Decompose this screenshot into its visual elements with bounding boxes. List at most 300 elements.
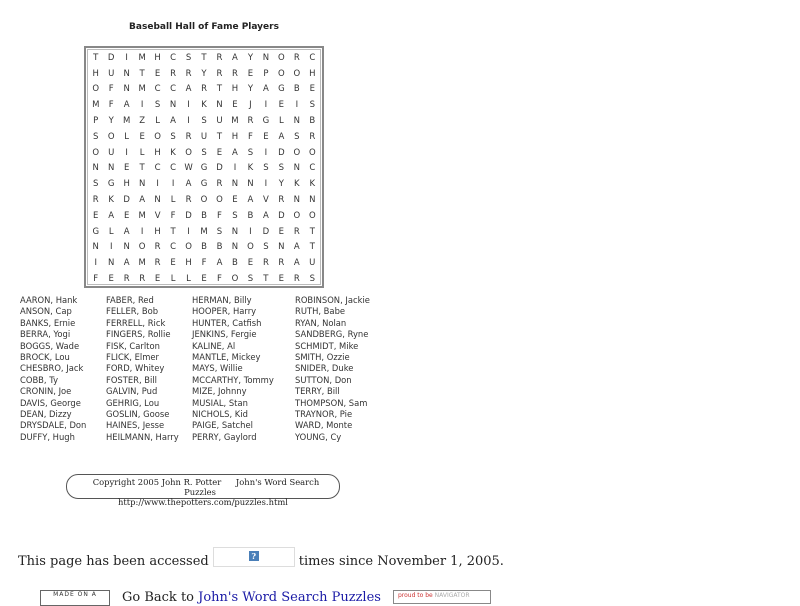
word-list-item: TRAYNOR, Pie	[295, 409, 353, 420]
grid-cell: T	[139, 68, 145, 79]
grid-cell: I	[264, 179, 268, 190]
grid-cell: V	[262, 195, 269, 206]
word-list-item: FORD, Whitey	[106, 363, 165, 374]
grid-cell: N	[123, 84, 130, 95]
grid-cell: L	[108, 226, 114, 237]
grid-cell: N	[138, 179, 146, 190]
grid-cell: C	[309, 52, 316, 63]
grid-cell: S	[278, 163, 285, 174]
word-list-item: RUTH, Babe	[295, 306, 346, 317]
grid-cell: S	[247, 274, 254, 285]
grid-cell: R	[185, 68, 192, 79]
grid-cell: E	[247, 68, 254, 79]
grid-cell: R	[185, 195, 192, 206]
grid-cell: R	[185, 131, 192, 142]
copyright-owner: Copyright 2005 John R. Potter	[92, 477, 222, 487]
word-list-item: PAIGE, Satchel	[192, 420, 253, 431]
grid-cell: S	[309, 274, 315, 285]
grid-cell: M	[92, 100, 100, 111]
word-list-item: FERRELL, Rick	[106, 317, 166, 328]
grid-cell: N	[123, 242, 130, 253]
grid-cell: S	[216, 226, 223, 237]
access-counter-line	[18, 551, 504, 571]
grid-cell: F	[108, 100, 114, 111]
grid-cell: T	[263, 274, 269, 285]
grid-cell: R	[216, 68, 223, 79]
word-list-item: DRYSDALE, Don	[20, 420, 87, 431]
grid-cell: A	[262, 84, 269, 95]
grid-cell: B	[232, 258, 238, 269]
grid-cell: A	[185, 179, 192, 190]
grid-cell: N	[108, 258, 115, 269]
grid-cell: E	[154, 274, 161, 285]
grid-cell: Y	[201, 68, 207, 79]
grid-cell: A	[139, 195, 146, 206]
proud-badge-text: proud to be	[397, 592, 433, 599]
grid-cell: J	[249, 100, 252, 111]
word-search-grid	[84, 46, 324, 288]
grid-cell: I	[125, 147, 128, 158]
grid-cell: S	[93, 131, 99, 142]
grid-cell: N	[293, 116, 300, 127]
word-list-item: SNIDER, Duke	[295, 363, 354, 374]
grid-cell: R	[216, 52, 223, 63]
grid-cell: E	[263, 131, 269, 142]
grid-cell: A	[123, 226, 130, 237]
grid-cell: H	[309, 68, 316, 79]
word-list-item: MAYS, Willie	[192, 363, 243, 374]
grid-cell: G	[278, 84, 285, 95]
go-back-link[interactable]: John's Word Search Puzzles	[198, 590, 381, 605]
word-list-item: SMITH, Ozzie	[295, 352, 350, 363]
word-list-item: DUFFY, Hugh	[20, 431, 75, 442]
word-list-item: NICHOLS, Kid	[192, 409, 248, 420]
grid-cell: I	[171, 179, 175, 190]
grid-cell: F	[108, 84, 114, 95]
grid-cell: S	[232, 210, 238, 221]
word-list-item: MANTLE, Mickey	[192, 352, 261, 363]
grid-cell: R	[232, 68, 238, 79]
grid-cell: O	[107, 131, 115, 142]
grid-cell: F	[247, 131, 253, 142]
grid-cell: H	[154, 226, 161, 237]
grid-cell: E	[278, 100, 285, 111]
puzzle-title: Baseball Hall of Fame Players	[129, 22, 279, 32]
word-list-column-1	[20, 295, 86, 443]
grid-cell: R	[123, 274, 130, 285]
grid-cell: M	[138, 210, 146, 221]
grid-cell: N	[154, 195, 161, 206]
grid-cell: K	[108, 195, 114, 206]
grid-row	[88, 113, 320, 129]
access-suffix: times since November 1, 2005.	[298, 553, 504, 569]
word-list-item: SANDBERG, Ryne	[295, 329, 369, 340]
word-list-item: MUSIAL, Stan	[192, 397, 248, 408]
grid-cell: C	[309, 163, 316, 174]
grid-cell: Y	[278, 179, 284, 190]
word-list-item: CRONIN, Joe	[20, 386, 72, 397]
grid-cell: E	[309, 84, 315, 95]
word-list-item: CHESBRO, Jack	[20, 363, 84, 374]
grid-cell: O	[308, 147, 316, 158]
grid-cell: D	[185, 210, 192, 221]
grid-cell: O	[138, 242, 146, 253]
word-list-item: BROCK, Lou	[20, 352, 70, 363]
grid-cell: K	[309, 179, 316, 190]
word-list-item: HOOPER, Harry	[192, 306, 257, 317]
grid-row	[88, 129, 320, 145]
grid-cell: D	[216, 163, 223, 174]
word-list-item: PERRY, Gaylord	[192, 431, 257, 442]
grid-cell: I	[94, 258, 97, 269]
grid-cell: C	[154, 163, 161, 174]
grid-cell: N	[92, 242, 99, 253]
word-list-item: HERMAN, Billy	[192, 295, 252, 305]
grid-cell: P	[263, 68, 269, 79]
grid-cell: N	[231, 226, 239, 237]
grid-cell: H	[154, 147, 161, 158]
grid-cell: L	[186, 274, 191, 285]
grid-cell: N	[231, 179, 239, 190]
copyright-box	[66, 474, 340, 507]
grid-cell: T	[309, 242, 315, 253]
grid-cell: R	[293, 226, 300, 237]
grid-cell: N	[293, 163, 300, 174]
grid-cell: L	[170, 274, 176, 285]
grid-cell: I	[187, 226, 190, 237]
word-list-item: GALVIN, Pud	[106, 386, 158, 397]
grid-cell: R	[201, 84, 207, 95]
word-list-item: ANSON, Cap	[20, 306, 72, 317]
grid-row	[88, 97, 320, 113]
word-list-item: DEAN, Dizzy	[20, 409, 72, 420]
grid-cell: R	[139, 274, 146, 285]
grid-cell: O	[92, 147, 100, 158]
grid-cell: I	[140, 226, 144, 237]
grid-cell: R	[293, 52, 300, 63]
grid-cell: T	[93, 52, 99, 63]
word-list-item: FOSTER, Bill	[106, 374, 158, 385]
grid-cell: W	[184, 163, 193, 174]
grid-cell: R	[92, 195, 99, 206]
grid-cell: G	[200, 163, 208, 174]
grid-cell: F	[217, 274, 222, 285]
grid-cell: N	[309, 195, 316, 206]
word-list-item: DAVIS, George	[20, 397, 81, 408]
grid-cell: U	[216, 116, 223, 127]
grid-cell: I	[125, 52, 128, 63]
grid-row	[88, 255, 320, 271]
grid-cell: I	[249, 226, 252, 237]
access-prefix: This page has been accessed	[18, 553, 209, 569]
word-list-column-3	[192, 295, 274, 443]
grid-cell: I	[187, 116, 190, 127]
grid-cell: B	[201, 242, 207, 253]
grid-cell: S	[294, 131, 300, 142]
grid-cell: G	[92, 226, 100, 237]
word-list-item: FISK, Carlton	[106, 340, 160, 351]
grid-cell: P	[93, 116, 99, 127]
grid-cell: I	[156, 179, 159, 190]
grid-cell: O	[293, 147, 301, 158]
word-list-item: YOUNG, Cy	[295, 431, 342, 442]
grid-cell: A	[216, 258, 223, 269]
grid-cell: A	[123, 100, 130, 111]
grid-cell: C	[170, 163, 177, 174]
grid-cell: C	[154, 84, 161, 95]
grid-cell: K	[170, 147, 176, 158]
grid-cell: I	[264, 147, 268, 158]
footer	[40, 590, 491, 606]
grid-cell: D	[278, 210, 285, 221]
word-list-item: RYAN, Nolan	[295, 317, 347, 328]
grid-cell: B	[309, 116, 316, 127]
grid-cell: N	[278, 242, 285, 253]
grid-cell: A	[293, 242, 300, 253]
grid-row	[88, 145, 320, 161]
grid-cell: N	[231, 242, 239, 253]
grid-cell: I	[295, 100, 299, 111]
grid-row	[88, 50, 320, 66]
word-list-item: BOGGS, Wade	[20, 340, 80, 351]
grid-cell: S	[263, 242, 269, 253]
word-list-item: MCCARTHY, Tommy	[192, 374, 274, 385]
word-list-item: HUNTER, Catfish	[192, 317, 262, 328]
grid-cell: T	[170, 226, 176, 237]
grid-cell: A	[293, 258, 300, 269]
word-list-item: FELLER, Bob	[106, 306, 159, 317]
word-list-item: SCHMIDT, Mike	[295, 340, 359, 351]
word-list-item: JENKINS, Fergie	[192, 329, 257, 340]
grid-cell: T	[216, 131, 223, 142]
grid-cell: H	[154, 52, 161, 63]
grid-cell: N	[123, 68, 130, 79]
grid-cell: O	[185, 147, 192, 158]
grid-cell: H	[185, 258, 192, 269]
copyright-url: http://www.thepotters.com/puzzles.html	[118, 497, 288, 507]
grid-cell: S	[247, 147, 254, 158]
grid-cell: N	[216, 100, 223, 111]
grid-cell: G	[200, 179, 208, 190]
grid-cell: O	[293, 68, 301, 79]
proud-badge-faded-text: NAVIGATOR	[434, 592, 470, 599]
grid-cell: A	[262, 210, 269, 221]
grid-cell: G	[107, 179, 115, 190]
grid-cell: H	[231, 84, 239, 95]
grid-cell: T	[216, 84, 223, 95]
grid-cell: T	[309, 226, 315, 237]
grid-cell: D	[123, 195, 130, 206]
word-list-item: THOMPSON, Sam	[295, 397, 368, 408]
grid-cell: E	[170, 258, 176, 269]
grid-row	[88, 82, 320, 98]
grid-cell: R	[309, 131, 316, 142]
word-list-item: HAINES, Jesse	[106, 420, 165, 431]
grid-cell: O	[200, 195, 208, 206]
grid-cell: N	[108, 163, 115, 174]
grid-cell: K	[247, 163, 254, 174]
grid-cell: O	[278, 52, 285, 63]
grid-cell: H	[92, 68, 99, 79]
go-back-line	[122, 591, 381, 605]
grid-cell: E	[278, 226, 285, 237]
grid-cell: M	[138, 52, 146, 63]
copyright-site-name: John's Word Search Puzzles	[184, 477, 320, 497]
grid-cell: O	[185, 242, 192, 253]
grid-cell: I	[187, 100, 190, 111]
grid-row	[88, 192, 320, 208]
grid-cell: R	[278, 258, 285, 269]
grid-cell: D	[107, 52, 115, 63]
grid-cell: L	[124, 131, 130, 142]
grid-inner	[87, 49, 321, 285]
word-list-item: FINGERS, Rollie	[106, 329, 171, 340]
grid-cell: S	[263, 163, 269, 174]
grid-cell: A	[185, 84, 192, 95]
made-on-a-mac-badge[interactable]: MADE ON A	[40, 590, 110, 606]
grid-cell: E	[108, 274, 114, 285]
word-list-item: MIZE, Johnny	[192, 386, 247, 397]
grid-cell: I	[264, 100, 268, 111]
grid-cell: A	[170, 116, 176, 127]
grid-cell: H	[123, 179, 130, 190]
grid-cell: R	[247, 116, 254, 127]
grid-cell: R	[154, 258, 161, 269]
word-list-item: AARON, Hank	[20, 295, 78, 305]
grid-cell: M	[138, 84, 146, 95]
go-back-prefix: Go Back to	[122, 590, 199, 605]
grid-cell: A	[232, 52, 238, 63]
grid-cell: V	[154, 210, 161, 221]
word-list-item: GOSLIN, Goose	[106, 409, 170, 420]
word-list-item: BANKS, Ernie	[20, 317, 76, 328]
grid-cell: U	[309, 258, 316, 269]
grid-cell: E	[232, 195, 238, 206]
grid-cell: R	[154, 242, 161, 253]
grid-cell: N	[262, 52, 270, 63]
word-list-item: HEILMANN, Harry	[106, 431, 179, 442]
grid-cell: D	[262, 226, 270, 237]
grid-cell: C	[170, 242, 177, 253]
grid-cell: E	[232, 100, 238, 111]
grid-cell: A	[108, 210, 115, 221]
grid-cell: U	[108, 147, 115, 158]
word-list-item: COBB, Ty	[20, 374, 59, 385]
grid-cell: N	[293, 195, 300, 206]
grid-cell: S	[170, 131, 176, 142]
grid-cell: B	[201, 210, 207, 221]
grid-cell: R	[170, 68, 177, 79]
proud-badge[interactable]	[393, 590, 491, 604]
grid-cell: O	[231, 274, 239, 285]
grid-cell: M	[231, 116, 239, 127]
word-list-column-2	[106, 295, 179, 443]
grid-cell: R	[216, 179, 223, 190]
word-list-item: FLICK, Elmer	[106, 352, 159, 363]
grid-cell: A	[123, 258, 130, 269]
grid-cell: F	[93, 274, 99, 285]
grid-cell: H	[231, 131, 239, 142]
grid-cell: L	[278, 116, 284, 127]
grid-cell: E	[123, 210, 130, 221]
grid-cell: M	[200, 226, 208, 237]
grid-cell: Z	[139, 116, 146, 127]
word-list-item: SUTTON, Don	[295, 374, 352, 385]
grid-cell: K	[201, 100, 207, 111]
grid-cell: U	[200, 131, 208, 142]
grid-cell: S	[201, 147, 207, 158]
grid-cell: Y	[247, 52, 254, 63]
grid-cell: Y	[247, 84, 254, 95]
grid-cell: O	[92, 84, 100, 95]
grid-cell: O	[154, 131, 161, 142]
grid-cell: R	[278, 195, 285, 206]
hit-counter-image	[213, 547, 295, 567]
grid-cell: L	[155, 116, 160, 127]
grid-cell: F	[201, 258, 207, 269]
grid-cell: N	[169, 100, 177, 111]
grid-cell: T	[139, 163, 145, 174]
grid-cell: E	[139, 131, 145, 142]
grid-cell: G	[262, 116, 270, 127]
grid-cell: I	[109, 242, 113, 253]
grid-cell: O	[247, 242, 254, 253]
grid-row	[88, 271, 320, 287]
grid-cell: L	[139, 147, 145, 158]
grid-cell: C	[170, 52, 177, 63]
grid-cell: O	[216, 195, 223, 206]
grid-row	[88, 161, 320, 177]
grid-cell: B	[247, 210, 254, 221]
grid-cell: E	[278, 274, 285, 285]
grid-cell: S	[185, 52, 192, 63]
grid-cell: I	[140, 100, 144, 111]
grid-cell: E	[216, 147, 223, 158]
grid-cell: S	[309, 100, 315, 111]
word-list-item: FABER, Red	[106, 295, 154, 305]
grid-cell: U	[108, 68, 115, 79]
grid-cell: Y	[108, 116, 114, 127]
grid-cell: B	[216, 242, 223, 253]
grid-cell: A	[278, 131, 285, 142]
grid-cell: N	[92, 163, 99, 174]
grid-cell: M	[123, 116, 131, 127]
word-list-column-4	[295, 295, 370, 443]
word-list-item: GEHRIG, Lou	[106, 397, 160, 408]
grid-cell: O	[293, 210, 301, 221]
grid-cell: E	[201, 274, 207, 285]
grid-cell: O	[278, 68, 285, 79]
grid-cell: S	[201, 116, 207, 127]
word-list-item: ROBINSON, Jackie	[295, 295, 370, 305]
grid-row	[88, 208, 320, 224]
grid-cell: M	[138, 258, 146, 269]
word-list-item: TERRY, Bill	[295, 386, 340, 397]
word-list-item: KALINE, Al	[192, 340, 236, 351]
grid-cell: R	[262, 258, 269, 269]
grid-cell: F	[170, 210, 176, 221]
grid-row	[88, 66, 320, 82]
grid-row	[88, 240, 320, 256]
grid-cell: S	[93, 179, 99, 190]
word-list-item: WARD, Monte	[295, 420, 353, 431]
grid-cell: L	[170, 195, 176, 206]
grid-cell: D	[278, 147, 285, 158]
grid-cell: T	[201, 52, 207, 63]
grid-cell: C	[170, 84, 177, 95]
grid-cell: E	[93, 210, 99, 221]
broken-image-icon: ?	[249, 551, 259, 561]
